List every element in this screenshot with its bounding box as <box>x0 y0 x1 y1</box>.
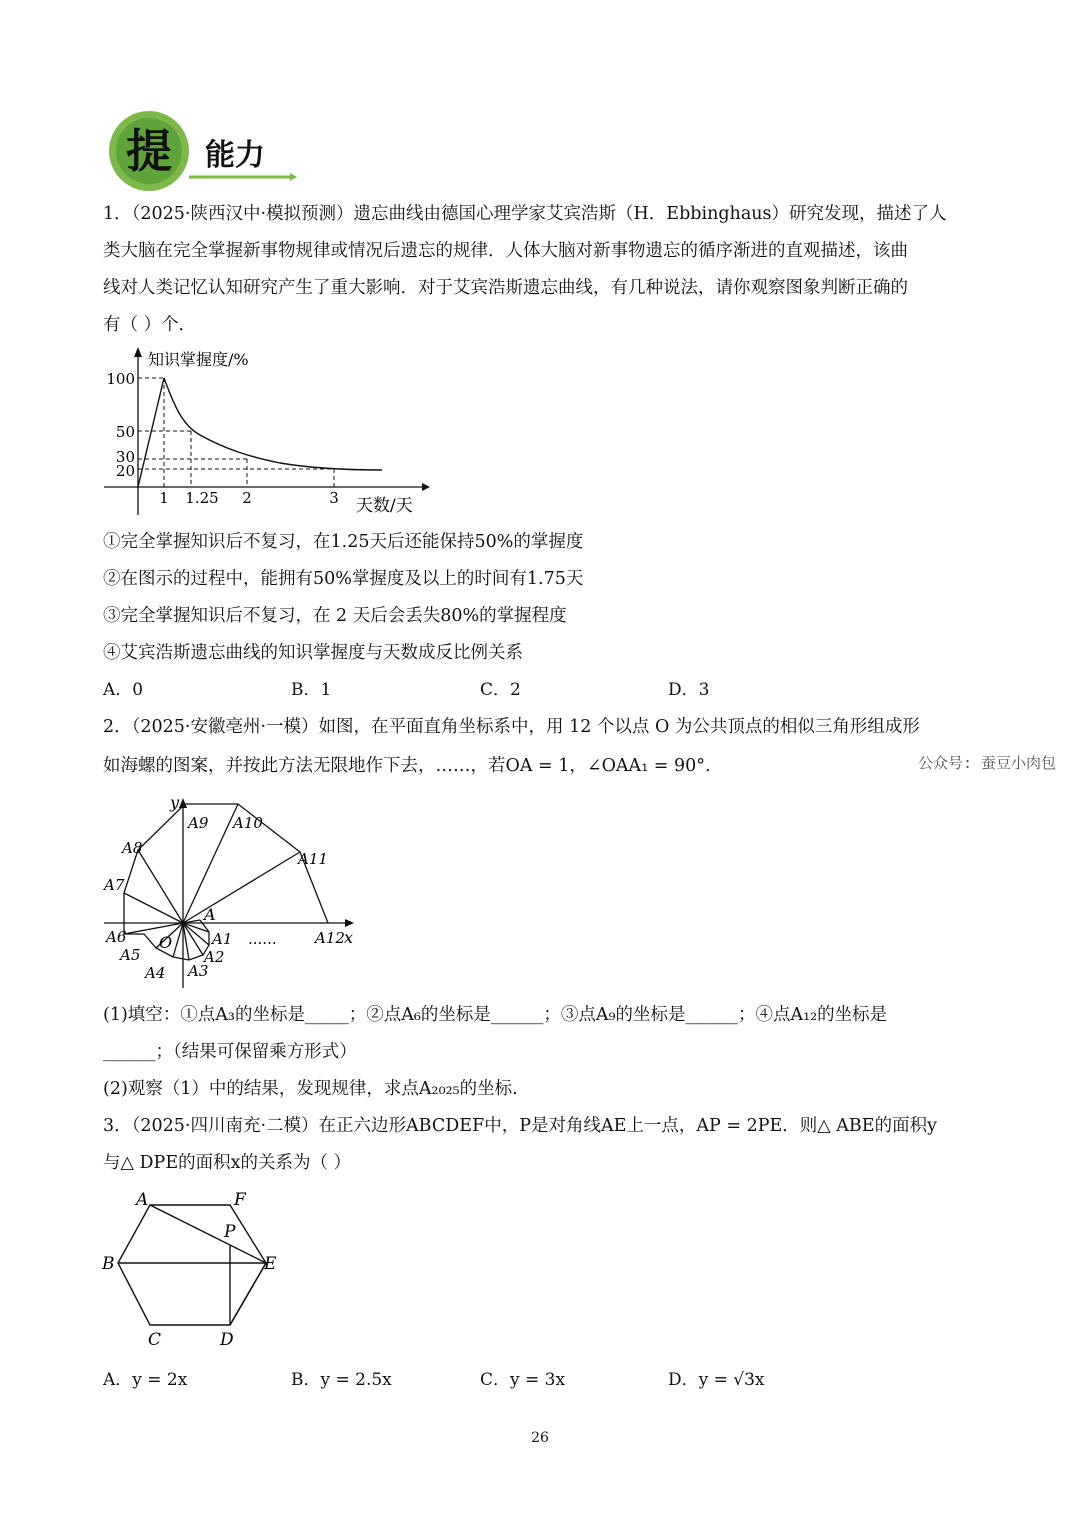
q1-line-3: 线对人类记忆认知研究产生了重大影响．对于艾宾浩斯遗忘曲线，有几种说法，请你观察图象判断正确的 <box>103 278 908 298</box>
q2-part2: (2)观察（1）中的结果，发现规律，求点A₂₀₂₅的坐标. <box>103 1079 518 1099</box>
fig2-label-A3: A3 <box>188 962 209 980</box>
q1-option-c: C．2 <box>480 680 521 700</box>
chart-xlabel: 天数/天 <box>356 496 413 516</box>
x-tick-2: 2 <box>242 489 252 507</box>
fig3-label-D: D <box>220 1330 234 1350</box>
q1-statement-3: ③完全掌握知识后不复习，在 2 天后会丢失80%的掌握程度 <box>103 606 567 626</box>
chart-ylabel: 知识掌握度/% <box>148 350 249 369</box>
fig2-label-y: y <box>170 793 180 812</box>
hexagon-figure <box>98 1185 288 1355</box>
q3-line-1: 3．（2025·四川南充·二模）在正六边形ABCDEF中，P是对角线AE上一点，AP = 2PE．则△ ABE的面积y <box>103 1116 937 1136</box>
fig2-label-A5: A5 <box>120 946 141 964</box>
fig2-label-A: A <box>204 905 216 924</box>
fig2-label-A10: A10 <box>233 814 263 832</box>
fig2-label-A4: A4 <box>145 964 166 982</box>
q2-part1-line-1: (1)填空：①点A₃的坐标是_____；②点A₆的坐标是______；③点A₉的坐标是______；④点A₁₂的坐标是 <box>103 1005 888 1025</box>
fig2-label-A11: A11 <box>298 850 328 868</box>
x-tick-1-25: 1.25 <box>185 489 219 507</box>
fig2-label-A6: A6 <box>106 928 127 946</box>
fig2-label-A12: A12 <box>315 929 345 947</box>
watermark: 公众号: 蚕豆小肉包 <box>918 754 1057 772</box>
q1-statement-4: ④艾宾浩斯遗忘曲线的知识掌握度与天数成反比例关系 <box>103 643 523 663</box>
q2-line-1: 2．（2025·安徽亳州·一模）如图，在平面直角坐标系中，用 12 个以点 O 为公共顶点的相似三角形组成形 <box>103 717 920 737</box>
y-tick-30: 30 <box>115 448 135 466</box>
fig2-label-x: x <box>344 928 354 947</box>
q1-option-d: D．3 <box>668 680 710 700</box>
q3-option-b: B．y = 2.5x <box>291 1370 392 1390</box>
fig2-label-A9: A9 <box>188 814 209 832</box>
x-tick-3: 3 <box>329 489 339 507</box>
fig3-label-E: E <box>264 1254 277 1274</box>
fig2-ellipsis: ...... <box>248 930 277 948</box>
y-tick-100: 100 <box>106 370 135 388</box>
q3-option-a: A．y = 2x <box>103 1370 188 1390</box>
fig3-label-P: P <box>224 1222 236 1242</box>
q1-option-b: B．1 <box>291 680 332 700</box>
fig2-label-O: O <box>159 933 173 952</box>
page-number: 26 <box>531 1430 549 1446</box>
x-tick-1: 1 <box>159 489 169 507</box>
fig3-label-B: B <box>102 1254 115 1274</box>
q1-line-2: 类大脑在完全掌握新事物规律或情况后遗忘的规律．人体大脑对新事物遗忘的循序渐进的直观描述，该曲 <box>103 241 908 261</box>
q1-statement-1: ①完全掌握知识后不复习，在1.25天后还能保持50%的掌握度 <box>103 532 584 552</box>
q3-option-d: D．y = √3x <box>668 1370 765 1390</box>
section-badge <box>105 105 305 195</box>
y-tick-20: 20 <box>115 462 135 480</box>
q1-option-a: A．0 <box>103 680 144 700</box>
forgetting-curve-chart <box>100 345 430 520</box>
q1-line-4: 有（ ）个． <box>103 315 197 335</box>
q1-line-1: 1．（2025·陕西汉中·模拟预测）遗忘曲线由德国心理学家艾宾浩斯（H．Ebbinghaus）研究发现，描述了人 <box>103 204 947 224</box>
badge-char: 提 <box>126 124 172 178</box>
spiral-figure <box>100 790 370 990</box>
fig2-label-A1: A1 <box>212 930 233 948</box>
fig2-label-A2: A2 <box>204 948 225 966</box>
y-tick-50: 50 <box>115 423 135 441</box>
q1-statement-2: ②在图示的过程中，能拥有50%掌握度及以上的时间有1.75天 <box>103 569 584 589</box>
fig3-label-F: F <box>234 1190 246 1210</box>
q3-option-c: C．y = 3x <box>480 1370 566 1390</box>
fig3-label-A: A <box>136 1190 149 1210</box>
fig2-label-A8: A8 <box>122 839 143 857</box>
fig3-label-C: C <box>148 1330 162 1350</box>
q3-line-2: 与△ DPE的面积x的关系为（ ） <box>103 1153 352 1173</box>
q2-part1-line-2: ______；（结果可保留乘方形式） <box>103 1042 357 1062</box>
fig2-label-A7: A7 <box>104 876 125 894</box>
q2-line-2: 如海螺的图案，并按此方法无限地作下去，……，若OA = 1，∠OAA₁ = 90°. <box>103 756 711 776</box>
section-title: 能力 <box>205 138 265 173</box>
